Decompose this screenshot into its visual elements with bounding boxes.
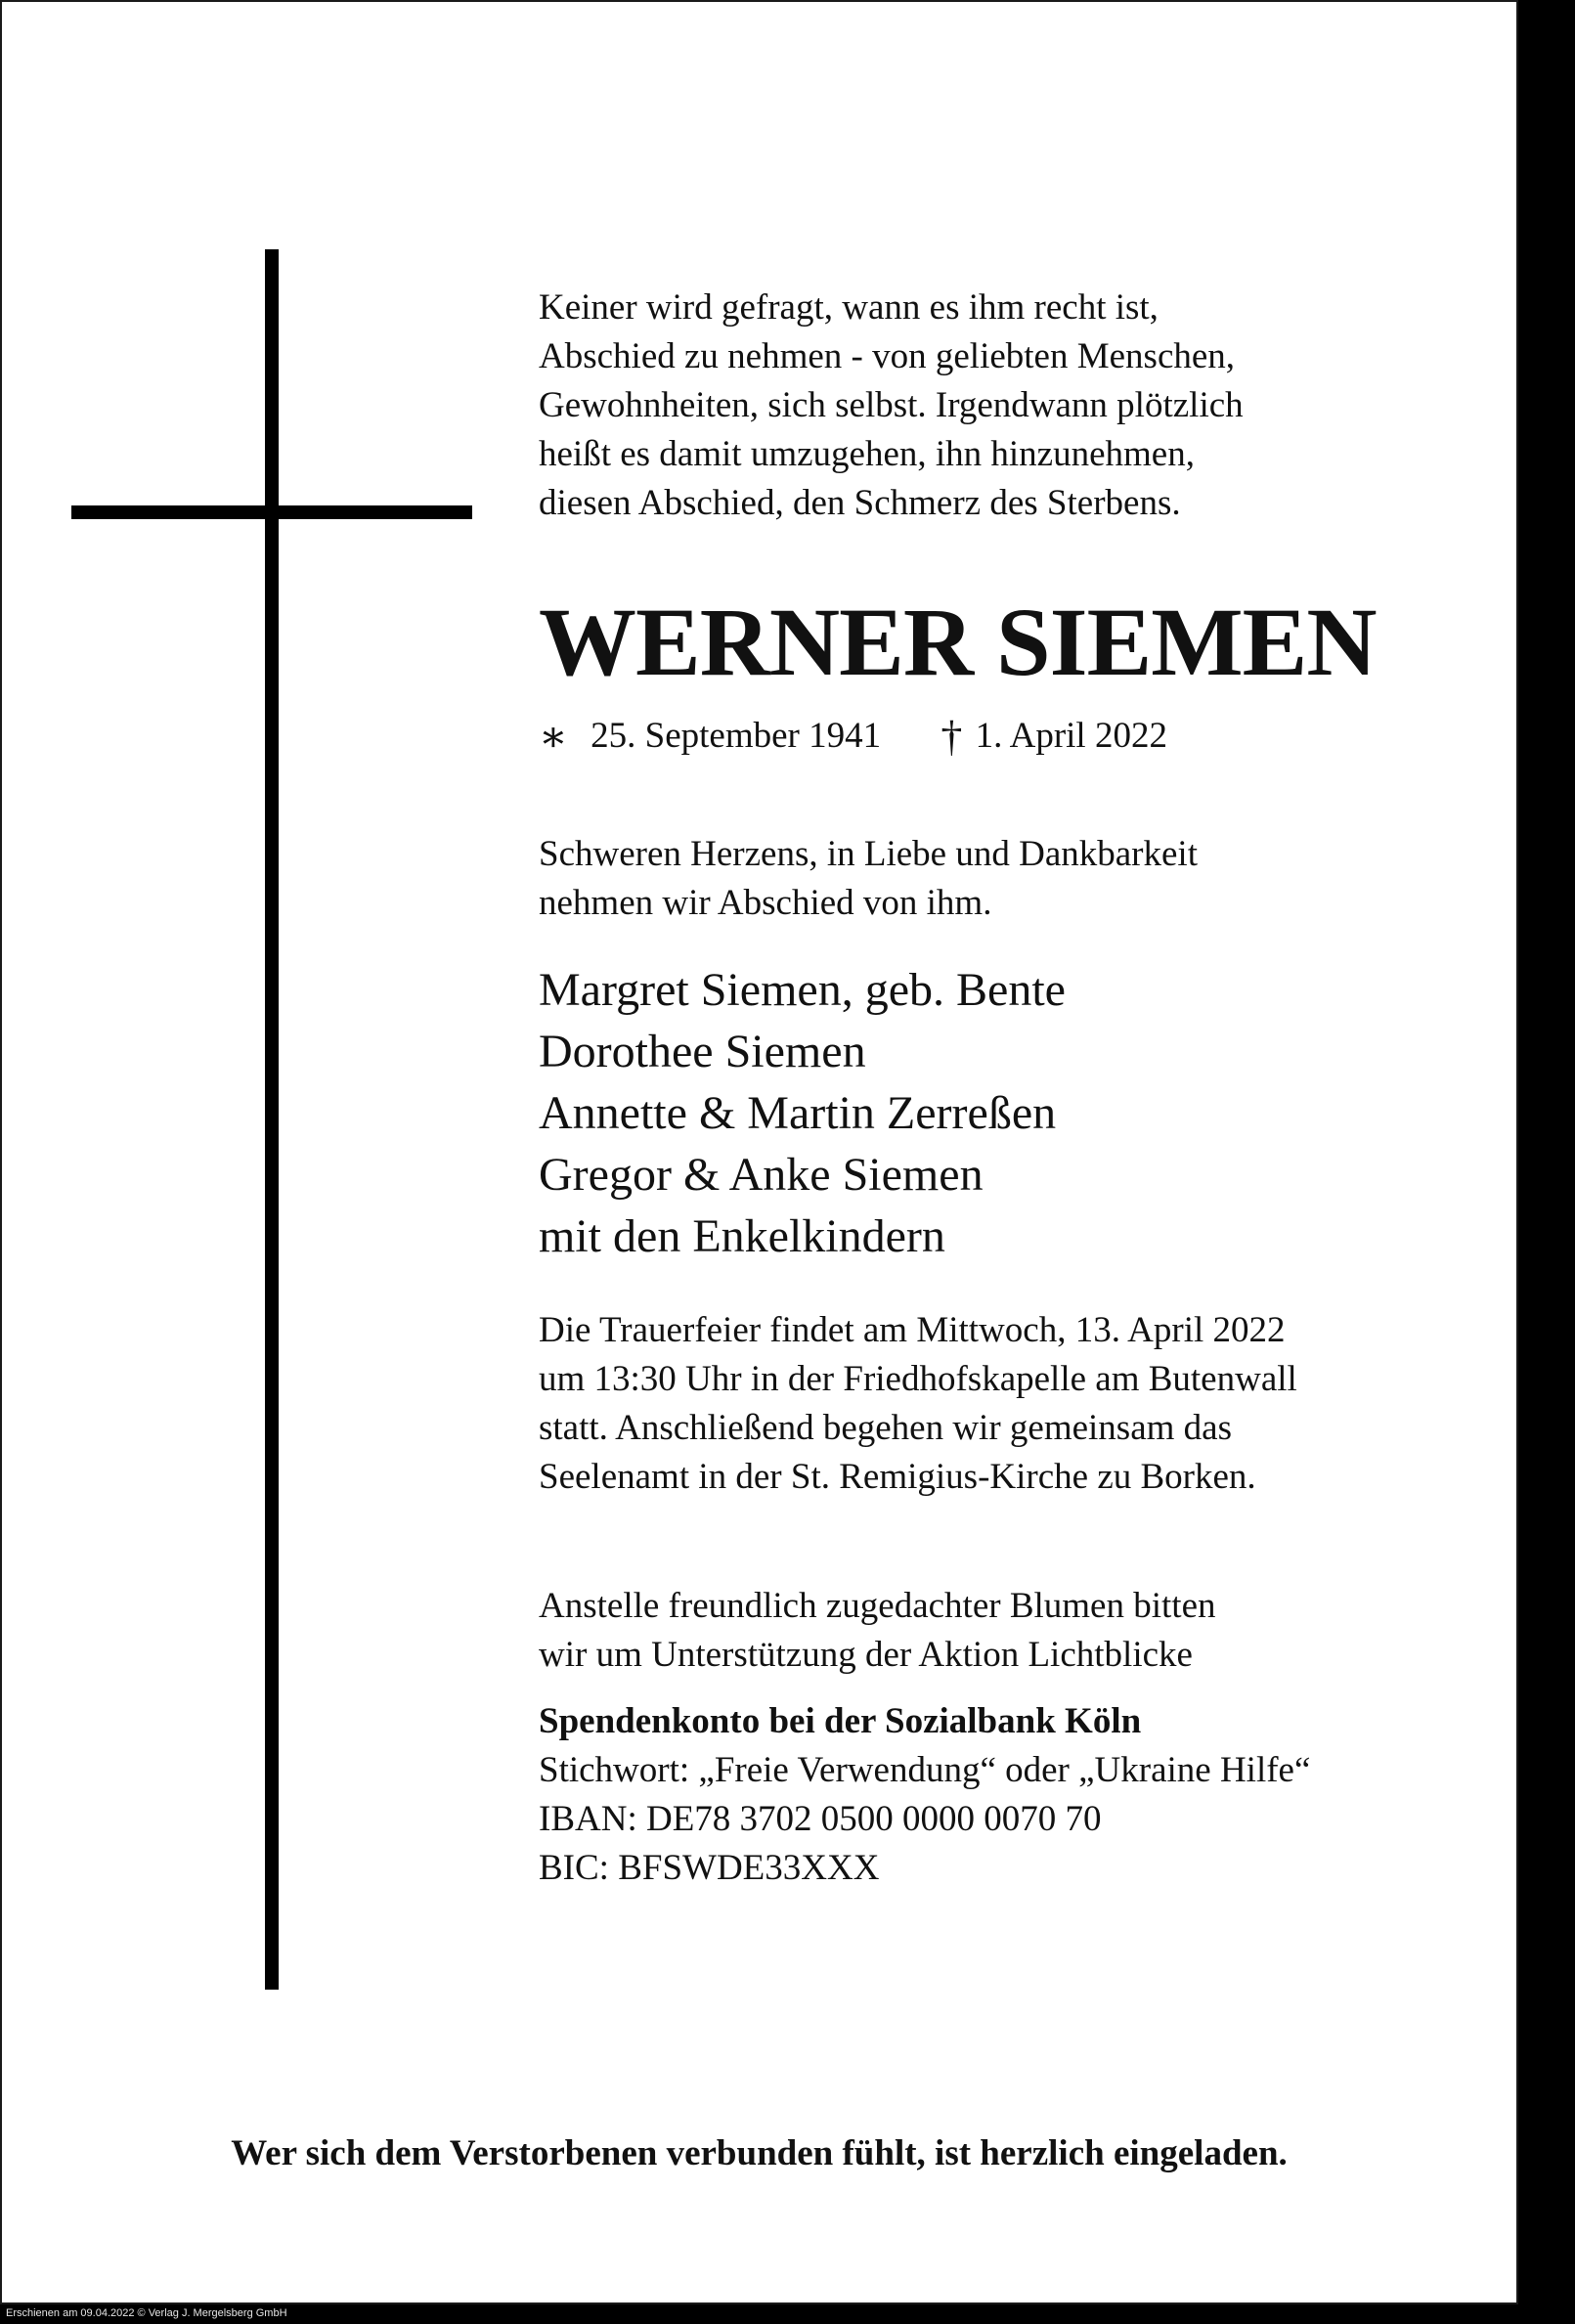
poem-line: Keiner wird gefragt, wann es ihm recht ist, bbox=[539, 287, 1159, 328]
publication-footer: Erschienen am 09.04.2022 © Verlag J. Mergelsberg GmbH bbox=[6, 2307, 287, 2319]
farewell-line: Schweren Herzens, in Liebe und Dankbarkeit bbox=[539, 834, 1198, 874]
poem-line: Gewohnheiten, sich selbst. Irgendwann plötzlich bbox=[539, 385, 1244, 425]
birth-asterisk-icon: ∗ bbox=[539, 713, 568, 761]
donation-request-line: wir um Unterstützung der Aktion Lichtblicke bbox=[539, 1635, 1193, 1675]
family-member: Dorothee Siemen bbox=[539, 1026, 866, 1077]
service-info bbox=[539, 1306, 1477, 1502]
service-line: Seelenamt in der St. Remigius-Kirche zu Borken. bbox=[539, 1457, 1256, 1497]
page-edge-band bbox=[1518, 0, 1575, 2304]
birth-date: 25. September 1941 bbox=[591, 716, 882, 756]
donation-request-line: Anstelle freundlich zugedachter Blumen bitten bbox=[539, 1586, 1216, 1626]
deceased-name: WERNER SIEMEN bbox=[539, 588, 1377, 696]
poem-line: heißt es damit umzugehen, ihn hinzunehmen, bbox=[539, 434, 1195, 474]
family-member: mit den Enkelkindern bbox=[539, 1210, 945, 1262]
service-line: Die Trauerfeier findet am Mittwoch, 13. April 2022 bbox=[539, 1310, 1286, 1350]
obituary-content bbox=[539, 284, 1477, 1893]
death-dagger-icon: † bbox=[941, 713, 963, 761]
poem-line: Abschied zu nehmen - von geliebten Menschen, bbox=[539, 336, 1236, 376]
donation-iban: IBAN: DE78 3702 0500 0000 0070 70 bbox=[539, 1799, 1102, 1839]
family-member: Gregor & Anke Siemen bbox=[539, 1149, 984, 1201]
death-date: 1. April 2022 bbox=[975, 716, 1167, 756]
closing-invitation: Wer sich dem Verstorbenen verbunden fühlt, ist herzlich eingeladen. bbox=[231, 2133, 1288, 2173]
farewell-text bbox=[539, 830, 1477, 928]
donation-bic: BIC: BFSWDE33XXX bbox=[539, 1848, 880, 1888]
donation-keyword: Stichwort: „Freie Verwendung“ oder „Ukraine Hilfe“ bbox=[539, 1750, 1311, 1790]
life-dates bbox=[539, 712, 1477, 762]
poem bbox=[539, 284, 1477, 528]
family-member: Annette & Martin Zerreßen bbox=[539, 1087, 1057, 1139]
poem-line: diesen Abschied, den Schmerz des Sterbens. bbox=[539, 483, 1181, 523]
donation-account bbox=[539, 1697, 1477, 1893]
donation-heading: Spendenkonto bei der Sozialbank Köln bbox=[539, 1701, 1142, 1741]
service-line: um 13:30 Uhr in der Friedhofskapelle am Butenwall bbox=[539, 1359, 1297, 1399]
service-line: statt. Anschließend begehen wir gemeinsam das bbox=[539, 1408, 1232, 1448]
family-member: Margret Siemen, geb. Bente bbox=[539, 964, 1066, 1016]
donation-request bbox=[539, 1582, 1477, 1680]
family-list bbox=[539, 959, 1477, 1267]
cross-icon-horizontal-bar bbox=[71, 505, 472, 519]
farewell-line: nehmen wir Abschied von ihm. bbox=[539, 883, 992, 923]
